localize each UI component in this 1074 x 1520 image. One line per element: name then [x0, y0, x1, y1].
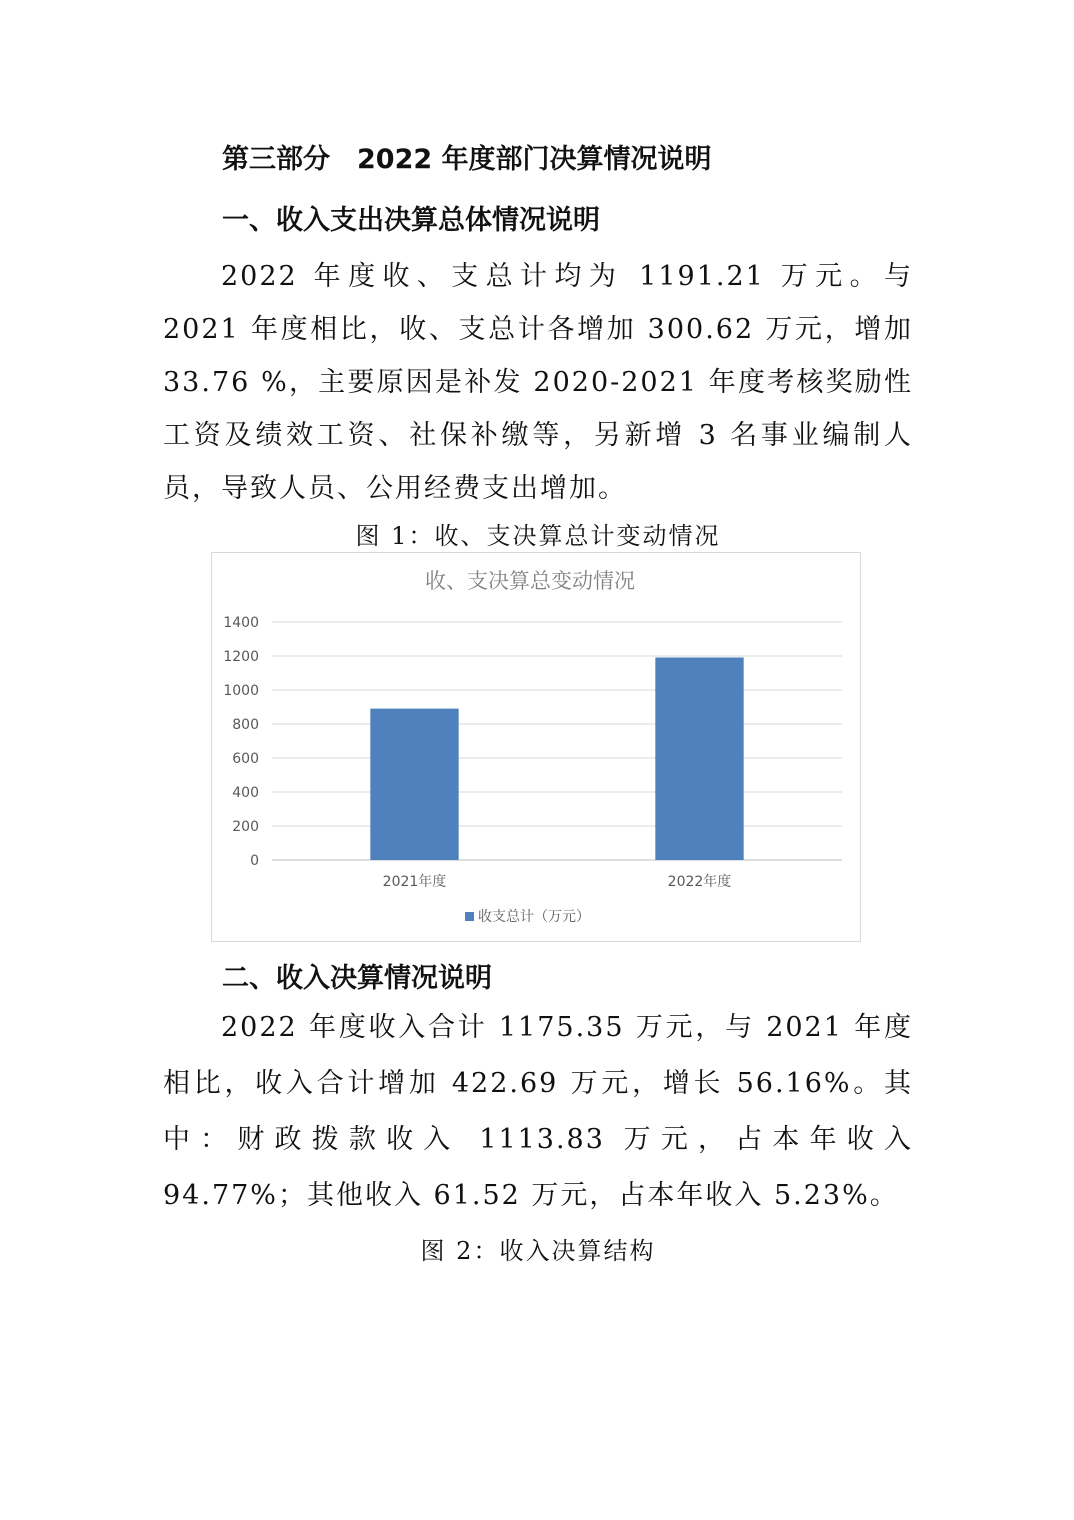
y-tick-label: 1400 — [223, 615, 259, 631]
chart-title: 收、支决算总变动情况 — [425, 569, 635, 593]
y-tick-label: 400 — [232, 785, 259, 801]
figure2-caption: 图 2：收入决算结构 — [420, 1237, 656, 1265]
part-title: 第三部分 2022 年度部门决算情况说明 — [222, 144, 712, 175]
chart-legend — [465, 908, 590, 925]
figure1-caption: 图 1：收、支决算总计变动情况 — [355, 522, 721, 550]
x-axis-ticks — [383, 873, 732, 890]
legend-swatch — [465, 912, 474, 921]
y-tick-label: 1200 — [223, 649, 259, 665]
section2-paragraph: 2022 年度收入合计 1175.35 万元，与 2021 年度相比，收入合计增加 422.69 万元，增长 56.16%。其中：财政拨款收入 1113.83 万元，占本年收入 94.77%；其他收入 61.52 万元，占本年收入 5.23%。 — [163, 1012, 913, 1211]
chart-grid — [272, 622, 842, 860]
legend-label: 收支总计（万元） — [478, 909, 590, 925]
x-tick-label: 2022年度 — [667, 874, 732, 890]
bar-chart — [211, 552, 861, 942]
bar-1 — [370, 709, 458, 860]
y-axis-ticks — [223, 615, 259, 869]
section1-paragraph: 2022 年度收、支总计均为 1191.21 万元。与 2021 年度相比，收、支总计各增加 300.62 万元，增加 33.76 %，主要原因是补发 2020-2021 年度考核奖励性工资及绩效工资、社保补缴等，另新增 3 名事业编制人员，导致人员、公用经费支出增加。 — [163, 261, 913, 504]
y-tick-label: 1000 — [223, 683, 259, 699]
y-tick-label: 800 — [232, 717, 259, 733]
bar-2 — [655, 657, 743, 860]
y-tick-label: 600 — [232, 751, 259, 767]
section2-heading: 二、收入决算情况说明 — [222, 963, 492, 994]
chart-bars — [370, 657, 743, 860]
y-tick-label: 0 — [250, 853, 259, 869]
section1-heading: 一、收入支出决算总体情况说明 — [222, 205, 600, 236]
x-tick-label: 2021年度 — [382, 874, 447, 890]
y-tick-label: 200 — [232, 819, 259, 835]
chart-svg — [212, 553, 862, 943]
